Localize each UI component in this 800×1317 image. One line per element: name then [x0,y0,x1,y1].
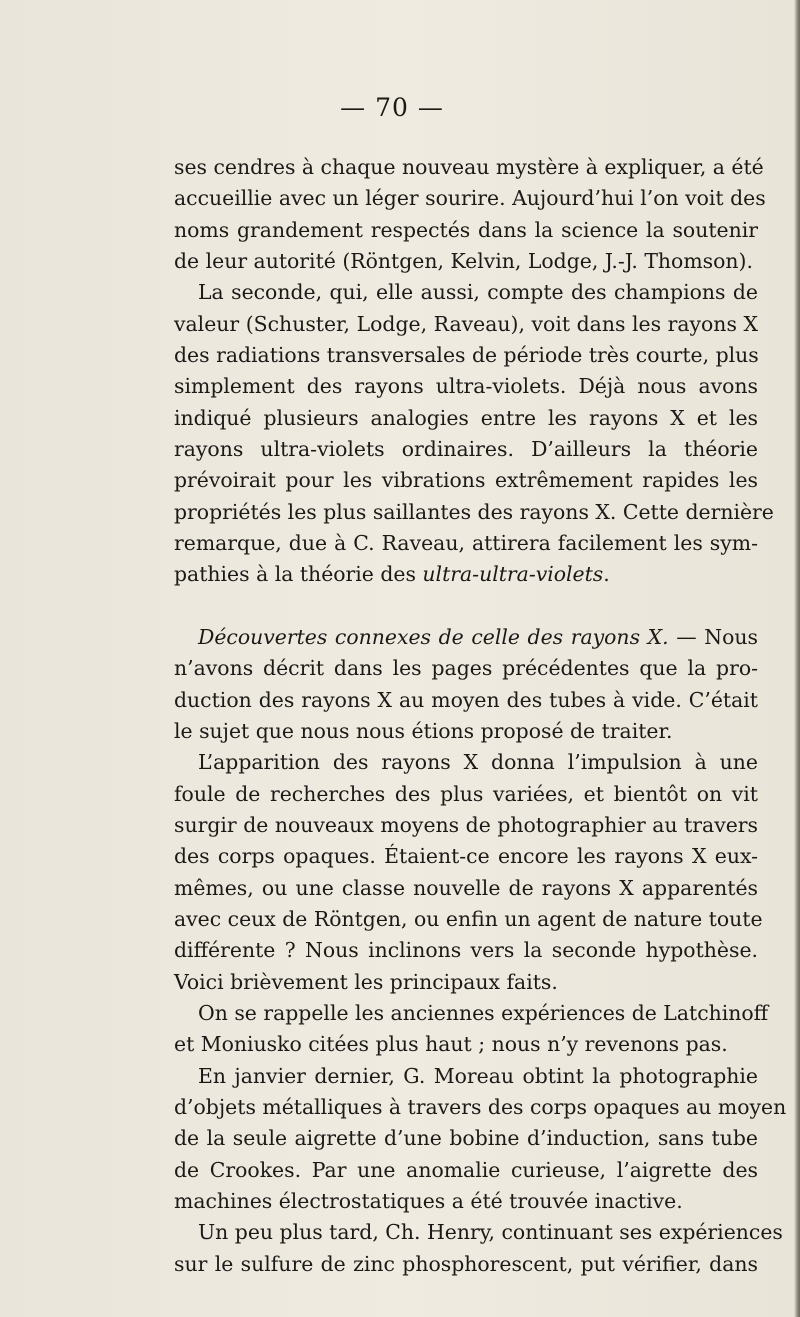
body-text [174,152,787,1280]
text-line: L’apparition des rayons X donna l’impulsion à une [198,750,758,775]
text-run: . [603,562,610,587]
text-line: Un peu plus tard, Ch. Henry, continuant ses expériences [198,1220,783,1245]
text-line: duction des rayons X au moyen des tubes à vide. C’était [174,687,758,712]
text-line: n’avons décrit dans les pages précédentes que la pro- [174,656,758,681]
text-line: propriétés les plus saillantes des rayons X. Cette dernière [174,499,774,524]
text-line: remarque, due à C. Raveau, attirera facilement les sym- [174,531,758,556]
text-run: pathies à la théorie des [174,562,423,587]
text-line: accueillie avec un léger sourire. Aujourd’hui l’on voit des [174,186,766,211]
text-line: sur le sulfure de zinc phosphorescent, put vérifier, dans [174,1251,758,1276]
text-line: Voici brièvement les principaux faits. [174,969,558,994]
section-heading-line [174,622,758,653]
text-line: ses cendres à chaque nouveau mystère à expliquer, a été [174,155,764,179]
text-line: le sujet que nous nous étions proposé de traiter. [174,718,673,743]
text-line: mêmes, ou une classe nouvelle de rayons X apparentés [174,875,758,900]
text-line: La seconde, qui, elle aussi, compte des champions de [198,280,758,305]
text-line: valeur (Schuster, Lodge, Raveau), voit dans les rayons X [174,311,758,336]
section-heading: Découvertes connexes de celle des rayons X. [198,624,669,649]
text-line: simplement des rayons ultra-violets. Déjà nous avons [174,374,758,399]
text-line: avec ceux de Röntgen, ou enfin un agent de nature toute [174,906,763,931]
text-line: machines électrostatiques a été trouvée inactive. [174,1189,683,1213]
paragraph-spacer [174,591,758,622]
text-line: surgir de nouveaux moyens de photographier au travers [174,812,758,837]
text-line: foule de recherches des plus variées, et bientôt on vit [174,781,758,806]
text-line: des radiations transversales de période très courte, plus [174,343,759,368]
text-line [174,559,758,590]
text-line: de la seule aigrette d’une bobine d’induction, sans tube [174,1126,758,1151]
text-line: prévoirait pour les vibrations extrêmement rapides les [174,468,758,493]
text-line: différente ? Nous inclinons vers la seconde hypothèse. [174,938,758,963]
text-line: de leur autorité (Röntgen, Kelvin, Lodge, J.-J. Thomson). [174,249,753,274]
text-run: — Nous [668,624,758,649]
text-line: et Moniusko citées plus haut ; nous n’y revenons pas. [174,1032,728,1057]
text-line: des corps opaques. Étaient-ce encore les rayons X eux- [174,844,758,869]
text-line: indiqué plusieurs analogies entre les rayons X et les [174,405,758,430]
text-line: En janvier dernier, G. Moreau obtint la photographie [198,1063,758,1088]
text-line: On se rappelle les anciennes expériences de Latchinoff [198,1000,769,1025]
page-number: — 70 — [340,93,444,122]
italic-term: ultra-ultra-violets [422,562,604,587]
text-line: de Crookes. Par une anomalie curieuse, l’aigrette des [174,1157,758,1182]
text-line: noms grandement respectés dans la science la soutenir [174,217,758,242]
text-line: d’objets métalliques à travers des corps opaques au moyen [174,1094,787,1119]
page-edge-shadow [794,0,800,1317]
text-line: rayons ultra-violets ordinaires. D’ailleurs la théorie [174,437,758,462]
